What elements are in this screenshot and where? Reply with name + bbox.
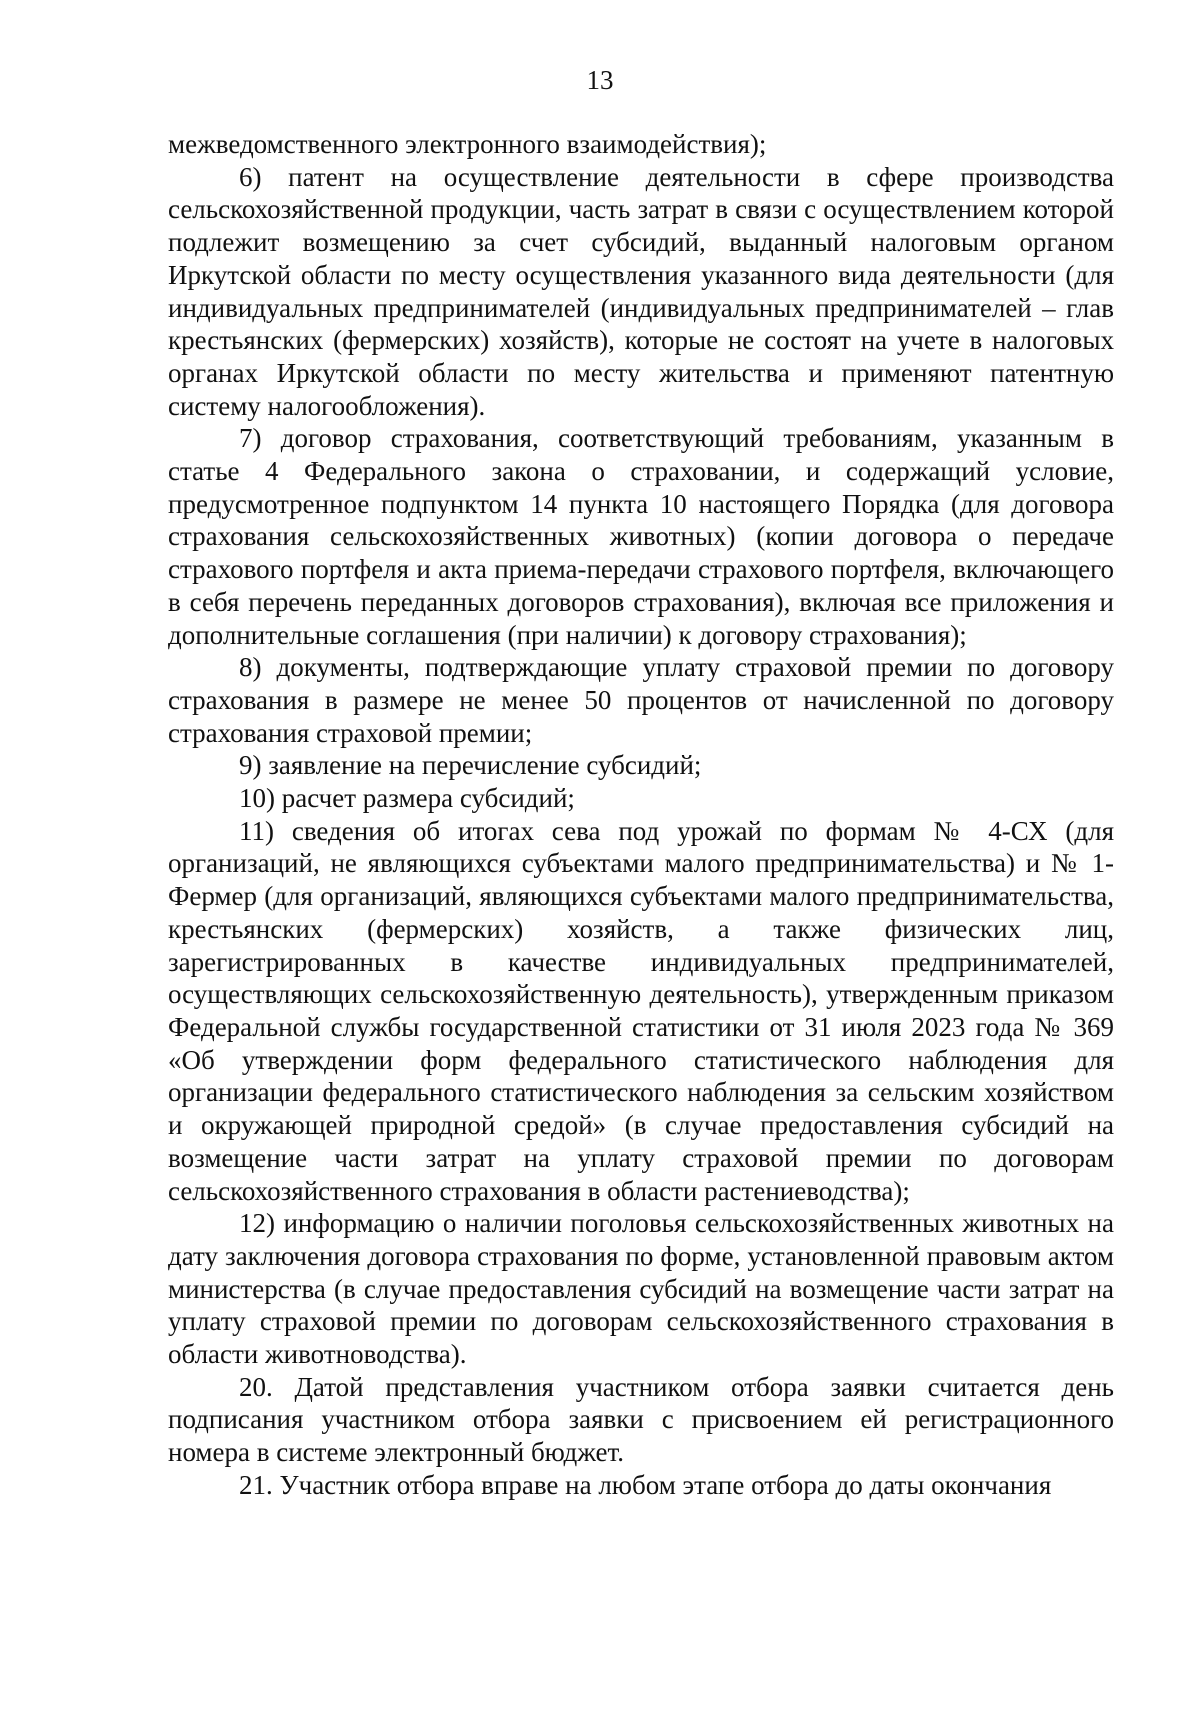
paragraph-item-11-sowing-results: 11) сведения об итогах сева под урожай по формам № 4-СХ (для организаций, не являющихся субъектами малого предпринимательства) и № 1-Фермер (для организаций, являющихся субъектами малого предпринимательства, крестьянских (фермерских) хозяйств, а также физических лиц, зарегистрированных в качестве индивидуальных предпринимателей, осуществляющих сельскохозяйственную деятельность), утвержденным приказом Федеральной службы государственной статистики от 31 июля 2023 года № 369 «Об утверждении форм федерального статистического наблюдения для организации федерального статистического наблюдения за сельским хозяйством и окружающей природной средой» (в случае предоставления субсидий на возмещение части затрат на уплату страховой премии по договорам сельскохозяйственного страхования в области растениеводства); [168,815,1114,1206]
paragraph-section-20: 20. Датой представления участником отбора заявки считается день подписания участником отбора заявки с присвоением ей регистрационного номера в системе электронный бюджет. [168,1371,1114,1468]
paragraph-item-9-application: 9) заявление на перечисление субсидий; [239,750,702,781]
paragraph-item-10-calculation: 10) расчет размера субсидий; [239,783,575,814]
paragraph-item-6-patent: 6) патент на осуществление деятельности в сфере производства сельскохозяйственной продукции, часть затрат в связи с осуществлением которой подлежит возмещению за счет субсидий, выданный налоговым органом Иркутской области по месту осуществления указанного вида деятельности (для индивидуальных предпринимателей (индивидуальных предпринимателей – глав крестьянских (фермерских) хозяйств), которые не состоят на учете в налоговых органах Иркутской области по месту жительства и применяют патентную систему налогообложения). [168,161,1114,421]
paragraph-item-8-payment-documents: 8) документы, подтверждающие уплату страховой премии по договору страхования в размере не менее 50 процентов от начисленной по договору страхования страховой премии; [168,652,1114,748]
document-body [168,128,1114,1502]
paragraph-item-12-livestock-information: 12) информацию о наличии поголовья сельскохозяйственных животных на дату заключения договора страхования по форме, установленной правовым актом министерства (в случае предоставления субсидий на возмещение части затрат на уплату страховой премии по договорам сельскохозяйственного страхования в области животноводства). [168,1208,1114,1370]
paragraph-section-21: 21. Участник отбора вправе на любом этапе отбора до даты окончания [239,1469,1052,1500]
paragraph-item-7-insurance-contract: 7) договор страхования, соответствующий требованиям, указанным в статье 4 Федерального закона о страховании, и содержащий условие, предусмотренное подпунктом 14 пункта 10 настоящего Порядка (для договора страхования сельскохозяйственных животных) (копии договора о передаче страхового портфеля и акта приема-передачи страхового портфеля, включающего в себя перечень переданных договоров страхования), включая все приложения и дополнительные соглашения (при наличии) к договору страхования); [168,423,1114,650]
page-number: 13 [586,65,614,95]
paragraph-continuation: межведомственного электронного взаимодействия); [168,129,767,159]
